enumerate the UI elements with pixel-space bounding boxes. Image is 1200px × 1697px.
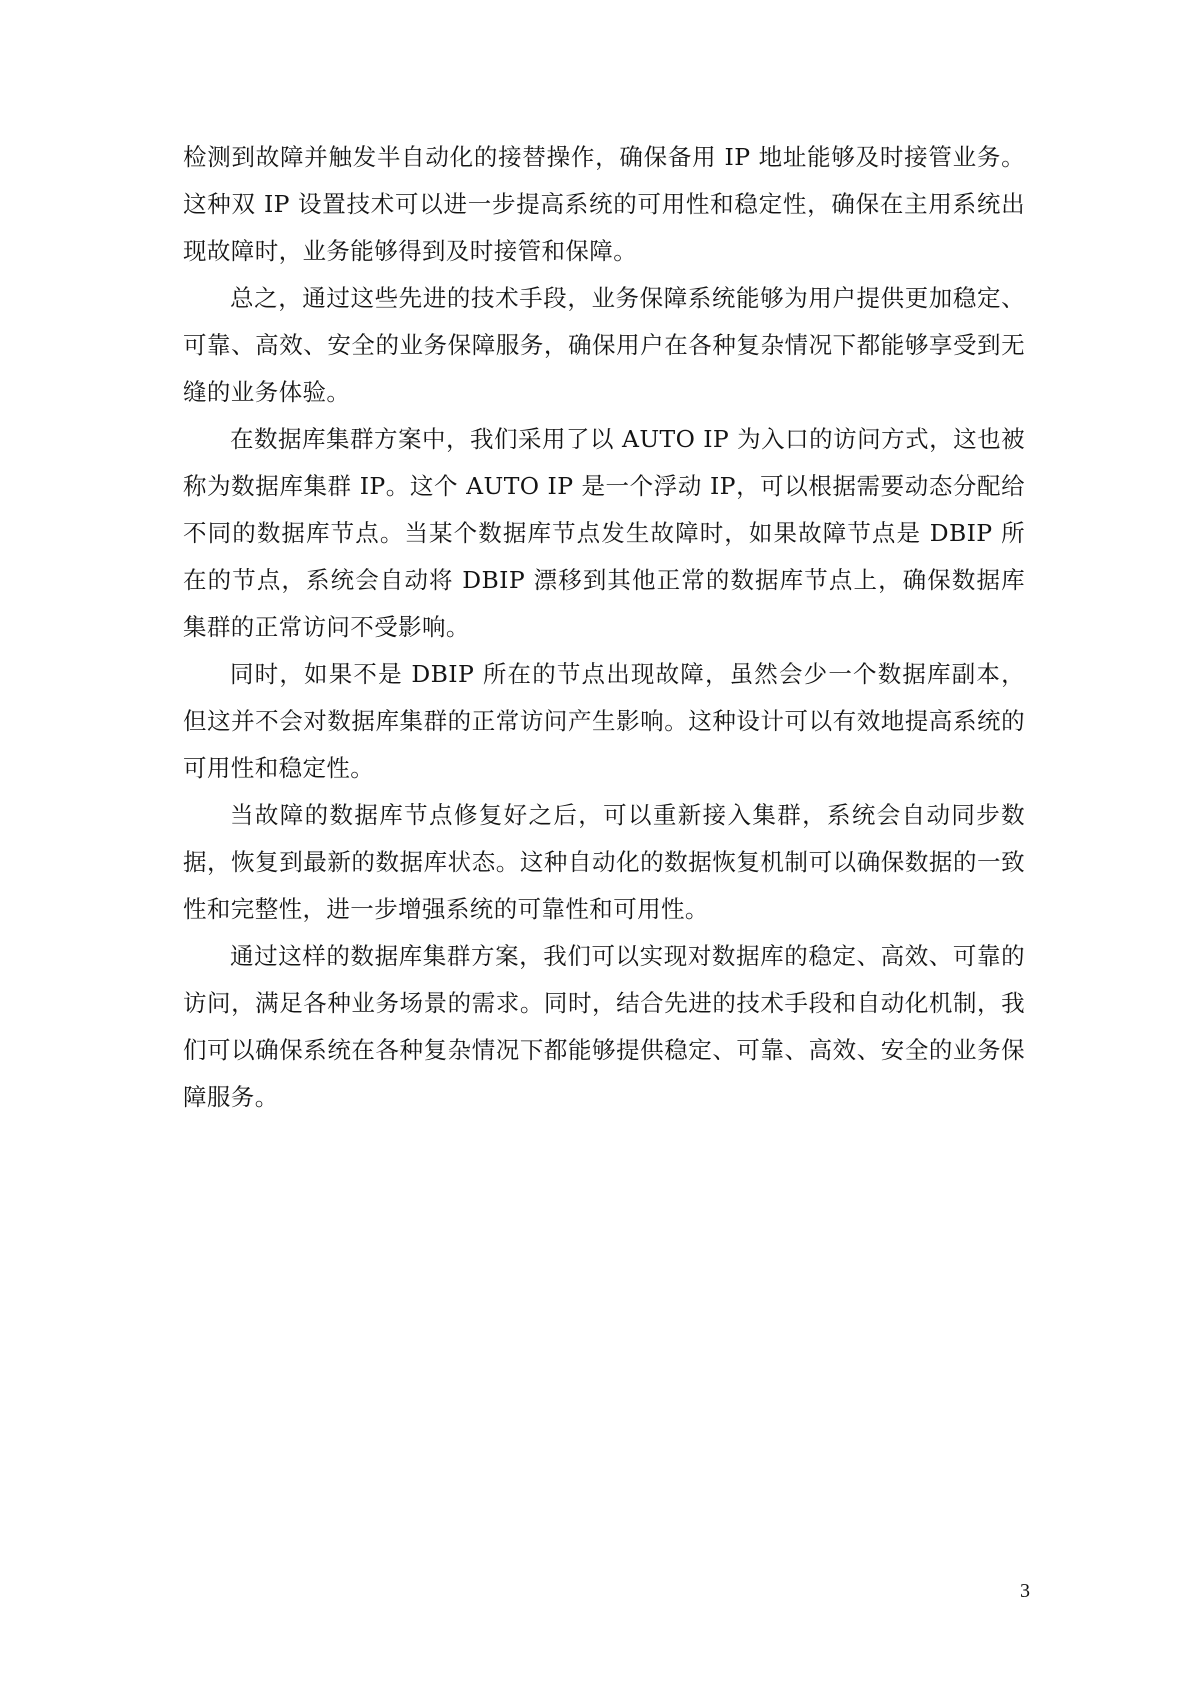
paragraph-5: 当故障的数据库节点修复好之后，可以重新接入集群，系统会自动同步数据，恢复到最新的数据库状态。这种自动化的数据恢复机制可以确保数据的一致性和完整性，进一步增强系统的可靠性和可用性。 bbox=[183, 801, 1025, 923]
page-number: 3 bbox=[1020, 1580, 1030, 1602]
paragraph-1: 检测到故障并触发半自动化的接替操作，确保备用 IP 地址能够及时接管业务。这种双 IP 设置技术可以进一步提高系统的可用性和稳定性，确保在主用系统出现故障时，业务能够得到及时接管和保障。 bbox=[183, 143, 1025, 265]
paragraph-2: 总之，通过这些先进的技术手段，业务保障系统能够为用户提供更加稳定、可靠、高效、安全的业务保障服务，确保用户在各种复杂情况下都能够享受到无缝的业务体验。 bbox=[183, 284, 1025, 406]
paragraph-4: 同时，如果不是 DBIP 所在的节点出现故障，虽然会少一个数据库副本，但这并不会对数据库集群的正常访问产生影响。这种设计可以有效地提高系统的可用性和稳定性。 bbox=[183, 660, 1025, 782]
paragraph-6: 通过这样的数据库集群方案，我们可以实现对数据库的稳定、高效、可靠的访问，满足各种业务场景的需求。同时，结合先进的技术手段和自动化机制，我们可以确保系统在各种复杂情况下都能够提供稳定、可靠、高效、安全的业务保障服务。 bbox=[183, 942, 1025, 1111]
paragraph-3: 在数据库集群方案中，我们采用了以 AUTO IP 为入口的访问方式，这也被称为数据库集群 IP。这个 AUTO IP 是一个浮动 IP，可以根据需要动态分配给不同的数据库节点。当某个数据库节点发生故障时，如果故障节点是 DBIP 所在的节点，系统会自动将 DBIP 漂移到其他正常的数据库节点上，确保数据库集群的正常访问不受影响。 bbox=[183, 425, 1025, 641]
body-text bbox=[183, 134, 1025, 1121]
